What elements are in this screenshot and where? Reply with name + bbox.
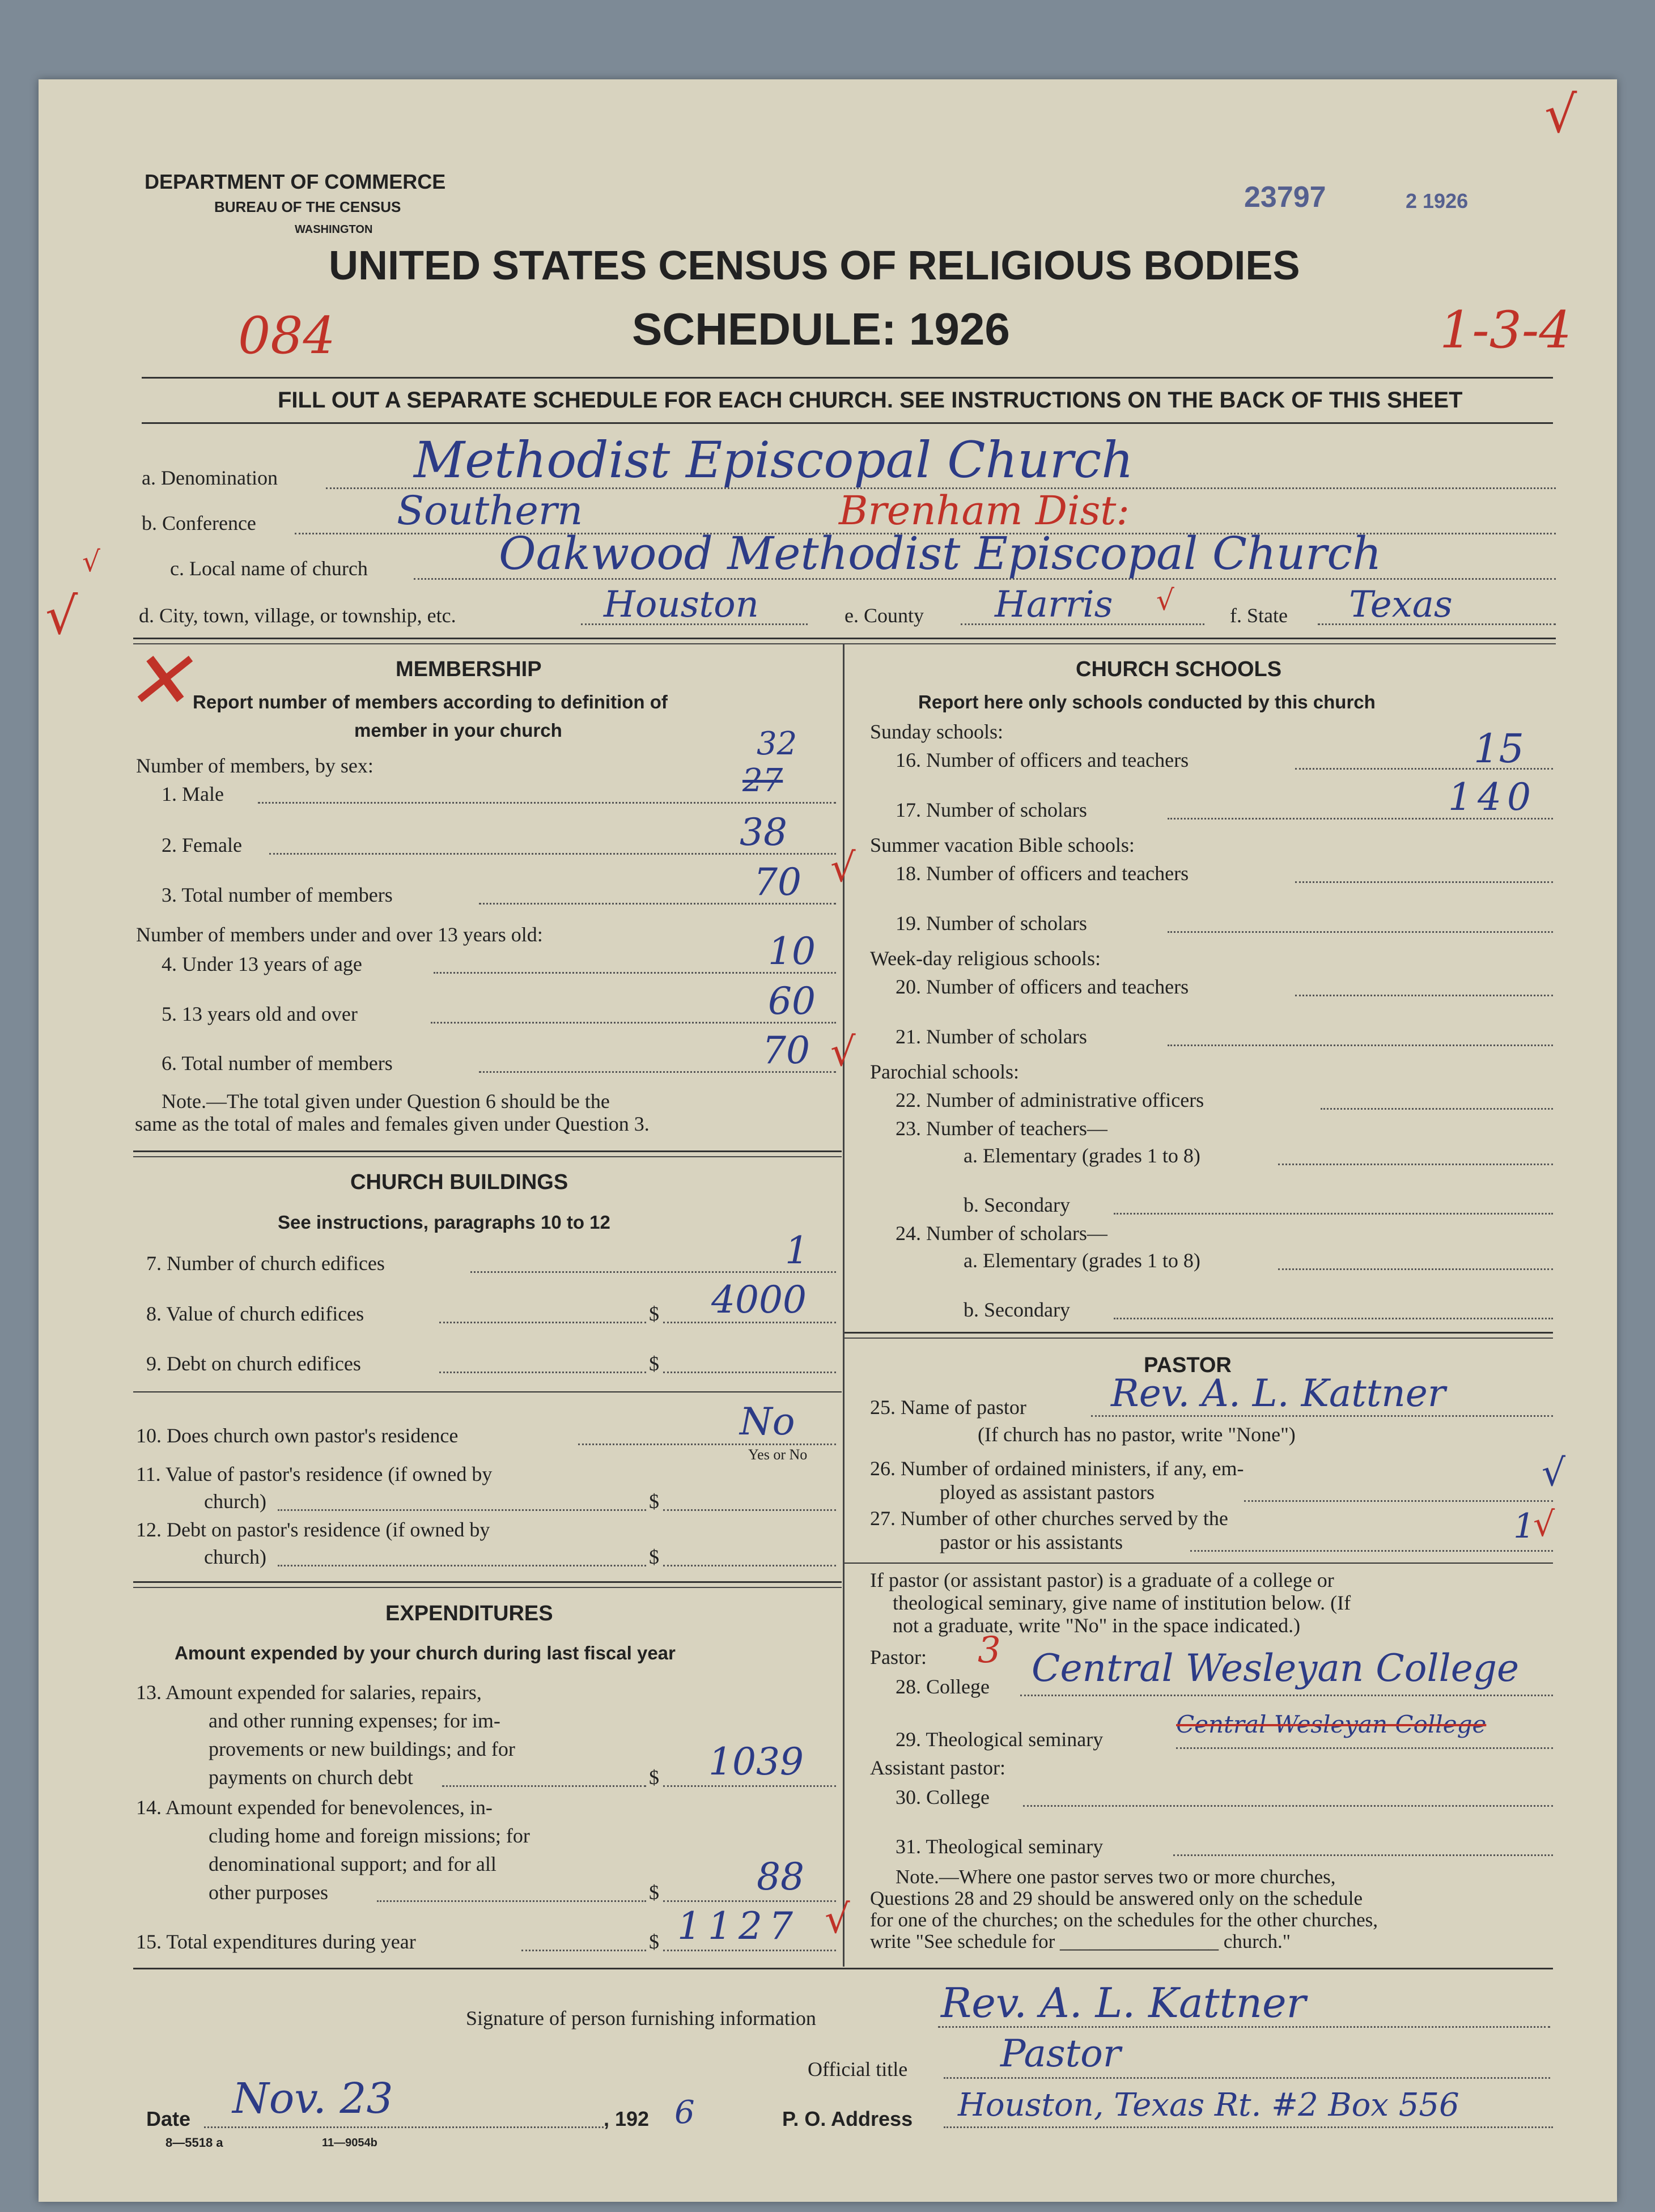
q14-label-1: 14. Amount expended for benevolences, in- xyxy=(136,1796,493,1819)
buildings-mid-rule xyxy=(133,1391,842,1392)
denomination-label: a. Denomination xyxy=(142,466,278,489)
po-address-line xyxy=(944,2126,1553,2128)
pastor-heading: PASTOR xyxy=(1144,1353,1232,1377)
state-value: Texas xyxy=(1349,584,1453,626)
q30-label: 30. College xyxy=(896,1786,990,1808)
q13-label-2: and other running expenses; for im- xyxy=(209,1709,500,1732)
check-mark: √ xyxy=(830,1029,856,1075)
buildings-heading: CHURCH BUILDINGS xyxy=(350,1170,568,1194)
q23a-line xyxy=(1278,1164,1553,1165)
class-code: 1-3-4 xyxy=(1440,300,1572,360)
city-value: Houston xyxy=(604,584,759,626)
receipt-stamp-number: 23797 xyxy=(1244,181,1326,214)
q26-label-1: 26. Number of ordained ministers, if any, em- xyxy=(870,1457,1244,1480)
q9-line xyxy=(439,1372,646,1373)
q28-label: 28. College xyxy=(896,1675,990,1698)
expenditures-sub: Amount expended by your church during last fiscal year xyxy=(175,1642,676,1663)
red-cross-mark: ✕ xyxy=(125,635,192,727)
q13-line xyxy=(442,1785,646,1787)
q6-value: 70 xyxy=(762,1029,810,1072)
q14-amount-line xyxy=(663,1900,836,1902)
q20-label: 20. Number of officers and teachers xyxy=(896,975,1189,998)
q26-label-2: ployed as assistant pastors xyxy=(940,1481,1155,1504)
year-prefix: , 192 xyxy=(604,2107,650,2130)
dept-name: DEPARTMENT OF COMMERCE xyxy=(145,170,446,193)
expenditures-heading: EXPENDITURES xyxy=(385,1602,553,1625)
q25-line xyxy=(1091,1415,1553,1417)
q24b-line xyxy=(1114,1318,1553,1319)
church-name-label: c. Local name of church xyxy=(170,557,368,580)
q15-dollar: $ xyxy=(649,1930,659,1953)
q18-label: 18. Number of officers and teachers xyxy=(896,862,1189,885)
q22-line xyxy=(1321,1108,1553,1110)
q2-label: 2. Female xyxy=(162,834,242,856)
weekday-schools-label: Week-day religious schools: xyxy=(870,947,1101,970)
q27-value: 1 xyxy=(1513,1506,1535,1546)
buildings-rule xyxy=(133,1581,842,1583)
official-title-value: Pastor xyxy=(1000,2032,1121,2075)
q13-label-3: provements or new buildings; and for xyxy=(209,1738,515,1760)
q14-value: 88 xyxy=(757,1855,804,1899)
schedule-title: SCHEDULE: 1926 xyxy=(632,304,1010,354)
bureau-name: BUREAU OF THE CENSUS xyxy=(214,198,401,215)
check-mark: √ xyxy=(1544,85,1577,145)
signature-value: Rev. A. L. Kattner xyxy=(941,1979,1306,2027)
q9-label: 9. Debt on church edifices xyxy=(146,1352,361,1375)
official-title-label: Official title xyxy=(808,2058,908,2081)
q6-label: 6. Total number of members xyxy=(162,1052,393,1075)
q25-note: (If church has no pastor, write "None") xyxy=(978,1423,1296,1446)
q13-amount-line xyxy=(663,1785,836,1787)
q1-line xyxy=(258,802,836,804)
pastor-sublabel: Pastor: xyxy=(870,1646,927,1668)
membership-intro-1: Report number of members according to definition of xyxy=(193,691,668,712)
q14-label-2: cluding home and foreign missions; for xyxy=(209,1824,530,1847)
pastor-mid-rule xyxy=(845,1563,1553,1564)
q23-label: 23. Number of teachers— xyxy=(896,1117,1107,1140)
membership-heading: MEMBERSHIP xyxy=(396,657,542,681)
q12-line xyxy=(278,1565,646,1566)
check-mark: √ xyxy=(830,844,856,891)
q13-dollar: $ xyxy=(649,1766,659,1789)
schools-heading: CHURCH SCHOOLS xyxy=(1076,657,1282,681)
county-label: e. County xyxy=(845,604,924,627)
membership-intro-2: member in your church xyxy=(354,720,562,741)
q28-value: Central Wesleyan College xyxy=(1032,1646,1520,1690)
q9-amount-line xyxy=(663,1372,836,1373)
q31-label: 31. Theological seminary xyxy=(896,1835,1104,1858)
q20-line xyxy=(1295,995,1553,996)
q16-label: 16. Number of officers and teachers xyxy=(896,749,1189,771)
pastor-note-3: for one of the churches; on the schedules for the other churches, xyxy=(870,1909,1378,1931)
q14-dollar: $ xyxy=(649,1881,659,1904)
q15-line xyxy=(521,1950,646,1951)
q2-value: 38 xyxy=(740,810,787,854)
q22-label: 22. Number of administrative officers xyxy=(896,1089,1204,1111)
check-mark: √ xyxy=(825,1896,850,1942)
district-note: Brenham Dist: xyxy=(839,487,1130,534)
parochial-schools-label: Parochial schools: xyxy=(870,1060,1019,1083)
q13-value: 1039 xyxy=(708,1740,804,1784)
county-value: Harris xyxy=(995,584,1113,626)
q10-line xyxy=(578,1443,836,1445)
po-address-value: Houston, Texas Rt. #2 Box 556 xyxy=(958,2087,1459,2124)
buildings-sub: See instructions, paragraphs 10 to 12 xyxy=(278,1212,610,1233)
signature-label: Signature of person furnishing information xyxy=(466,2007,816,2030)
q14-label-4: other purposes xyxy=(209,1881,328,1904)
q7-value: 1 xyxy=(785,1229,809,1272)
pastor-note-4: write "See schedule for ________________ church." xyxy=(870,1930,1291,1952)
q8-value: 4000 xyxy=(711,1278,807,1322)
q15-value: 1127 xyxy=(677,1904,800,1948)
check-mark: √ xyxy=(82,545,100,578)
q19-label: 19. Number of scholars xyxy=(896,912,1087,935)
q19-line xyxy=(1168,931,1553,933)
conference-value: Southern xyxy=(397,487,583,534)
q11-line xyxy=(278,1509,646,1511)
q12-label-2: church) xyxy=(204,1546,266,1568)
q13-label-4: payments on church debt xyxy=(209,1766,413,1789)
red-annotation-mark: √ xyxy=(45,587,78,646)
instruction-rule xyxy=(142,422,1553,424)
graduate-note-1: If pastor (or assistant pastor) is a graduate of a college or xyxy=(870,1569,1334,1591)
q10-value: No xyxy=(740,1400,795,1443)
q4-value: 10 xyxy=(768,929,816,973)
q1-label: 1. Male xyxy=(162,783,224,805)
check-mark: √ xyxy=(1533,1505,1555,1544)
q8-line xyxy=(439,1322,646,1323)
q3-value: 70 xyxy=(754,860,801,904)
assistant-pastor-sublabel: Assistant pastor: xyxy=(870,1756,1005,1779)
q4-label: 4. Under 13 years of age xyxy=(162,953,362,975)
schools-sub: Report here only schools conducted by this church xyxy=(918,691,1376,712)
q12-amount-line xyxy=(663,1565,836,1566)
q1-value: 32 xyxy=(757,725,797,762)
form-number-1: 8—5518 a xyxy=(166,2135,223,2150)
q27-label-1: 27. Number of other churches served by the xyxy=(870,1507,1228,1530)
q9-dollar: $ xyxy=(649,1352,659,1375)
schools-rule xyxy=(845,1332,1553,1334)
file-code: 084 xyxy=(238,306,336,366)
q5-label: 5. 13 years old and over xyxy=(162,1003,358,1025)
q13-label-1: 13. Amount expended for salaries, repairs, xyxy=(136,1681,482,1704)
date-line xyxy=(204,2126,604,2128)
q29-value: Central Wesleyan College xyxy=(1176,1710,1487,1738)
q8-dollar: $ xyxy=(649,1302,659,1325)
official-title-line xyxy=(944,2077,1550,2079)
q17-value: 140 xyxy=(1448,775,1537,819)
q26-mark: √ xyxy=(1542,1451,1566,1495)
check-mark: √ xyxy=(1156,584,1174,617)
pastor-mark: 3 xyxy=(978,1629,1001,1671)
q23b-label: b. Secondary xyxy=(964,1194,1070,1216)
by-sex-label: Number of members, by sex: xyxy=(136,754,374,777)
q8-label: 8. Value of church edifices xyxy=(146,1302,364,1325)
q29-label: 29. Theological seminary xyxy=(896,1728,1104,1751)
q30-line xyxy=(1023,1805,1553,1807)
q12-label-1: 12. Debt on pastor's residence (if owned by xyxy=(136,1518,490,1541)
q11-label-1: 11. Value of pastor's residence (if owned by xyxy=(136,1463,493,1485)
identity-rule-double xyxy=(133,643,1556,644)
membership-note-1: Note.—The total given under Question 6 should be the xyxy=(162,1090,610,1113)
pastor-note-2: Questions 28 and 29 should be answered only on the schedule xyxy=(870,1887,1363,1909)
q14-line xyxy=(377,1900,646,1902)
q31-line xyxy=(1173,1854,1553,1856)
footer-rule xyxy=(133,1968,1553,1969)
q27-line xyxy=(1190,1550,1553,1552)
q24b-label: b. Secondary xyxy=(964,1298,1070,1321)
schools-rule-double xyxy=(845,1338,1553,1339)
sunday-schools-label: Sunday schools: xyxy=(870,720,1004,743)
buildings-rule-double xyxy=(133,1587,842,1588)
graduate-note-2: theological seminary, give name of institution below. (If xyxy=(893,1591,1351,1614)
q25-label: 25. Name of pastor xyxy=(870,1396,1026,1419)
city-label: d. City, town, village, or township, etc. xyxy=(139,604,456,627)
q23a-label: a. Elementary (grades 1 to 8) xyxy=(964,1144,1200,1167)
q29-line xyxy=(1176,1747,1553,1749)
identity-rule xyxy=(133,638,1556,639)
membership-rule-double xyxy=(133,1156,842,1157)
q15-label: 15. Total expenditures during year xyxy=(136,1930,416,1953)
q18-line xyxy=(1295,881,1553,883)
q11-dollar: $ xyxy=(649,1490,659,1513)
q7-label: 7. Number of church edifices xyxy=(146,1252,385,1275)
form-number-2: 11—9054b xyxy=(322,2137,377,2149)
date-value: Nov. 23 xyxy=(232,2074,393,2123)
q12-dollar: $ xyxy=(649,1546,659,1568)
date-label: Date xyxy=(146,2107,191,2130)
q3-label: 3. Total number of members xyxy=(162,884,393,906)
membership-rule xyxy=(133,1150,842,1152)
q17-label: 17. Number of scholars xyxy=(896,799,1087,821)
q21-label: 21. Number of scholars xyxy=(896,1025,1087,1048)
q23b-line xyxy=(1114,1213,1553,1215)
q5-value: 60 xyxy=(768,979,816,1023)
q28-line xyxy=(1020,1695,1553,1696)
receipt-stamp-date: 2 1926 xyxy=(1406,189,1469,213)
q21-line xyxy=(1168,1045,1553,1046)
header-rule xyxy=(142,377,1553,379)
pastor-note-1: Note.—Where one pastor serves two or more churches, xyxy=(896,1866,1336,1888)
q27-label-2: pastor or his assistants xyxy=(940,1531,1123,1553)
column-divider xyxy=(843,643,845,1967)
q7-line xyxy=(470,1271,836,1273)
age-intro: Number of members under and over 13 years old: xyxy=(136,923,543,946)
church-name-value: Oakwood Methodist Episcopal Church xyxy=(499,527,1382,580)
q14-label-3: denominational support; and for all xyxy=(209,1853,496,1875)
q24-label: 24. Number of scholars— xyxy=(896,1222,1107,1245)
instruction-line: FILL OUT A SEPARATE SCHEDULE FOR EACH CHURCH. SEE INSTRUCTIONS ON THE BACK OF THIS SHEET xyxy=(278,388,1463,413)
state-label: f. State xyxy=(1230,604,1288,627)
q24a-line xyxy=(1278,1268,1553,1270)
denomination-value: Methodist Episcopal Church xyxy=(414,431,1134,489)
conference-label: b. Conference xyxy=(142,512,256,534)
q11-label-2: church) xyxy=(204,1490,266,1513)
q1-struck-value: 27 xyxy=(742,762,783,799)
form-title: UNITED STATES CENSUS OF RELIGIOUS BODIES xyxy=(329,243,1300,288)
q16-value: 15 xyxy=(1474,725,1525,772)
q25-value: Rev. A. L. Kattner xyxy=(1111,1372,1446,1415)
summer-schools-label: Summer vacation Bible schools: xyxy=(870,834,1135,856)
bureau-city: WASHINGTON xyxy=(295,223,373,236)
membership-note-2: same as the total of males and females given under Question 3. xyxy=(135,1113,650,1135)
q24a-label: a. Elementary (grades 1 to 8) xyxy=(964,1249,1200,1272)
q11-amount-line xyxy=(663,1509,836,1511)
po-address-label: P. O. Address xyxy=(782,2107,913,2130)
year-suffix: 6 xyxy=(674,2094,695,2131)
yes-or-no-caption: Yes or No xyxy=(748,1446,808,1463)
q26-line xyxy=(1244,1500,1553,1502)
q15-amount-line xyxy=(663,1950,836,1951)
q10-label: 10. Does church own pastor's residence xyxy=(136,1424,459,1447)
graduate-note-3: not a graduate, write "No" in the space indicated.) xyxy=(893,1614,1301,1637)
q8-amount-line xyxy=(663,1322,836,1323)
